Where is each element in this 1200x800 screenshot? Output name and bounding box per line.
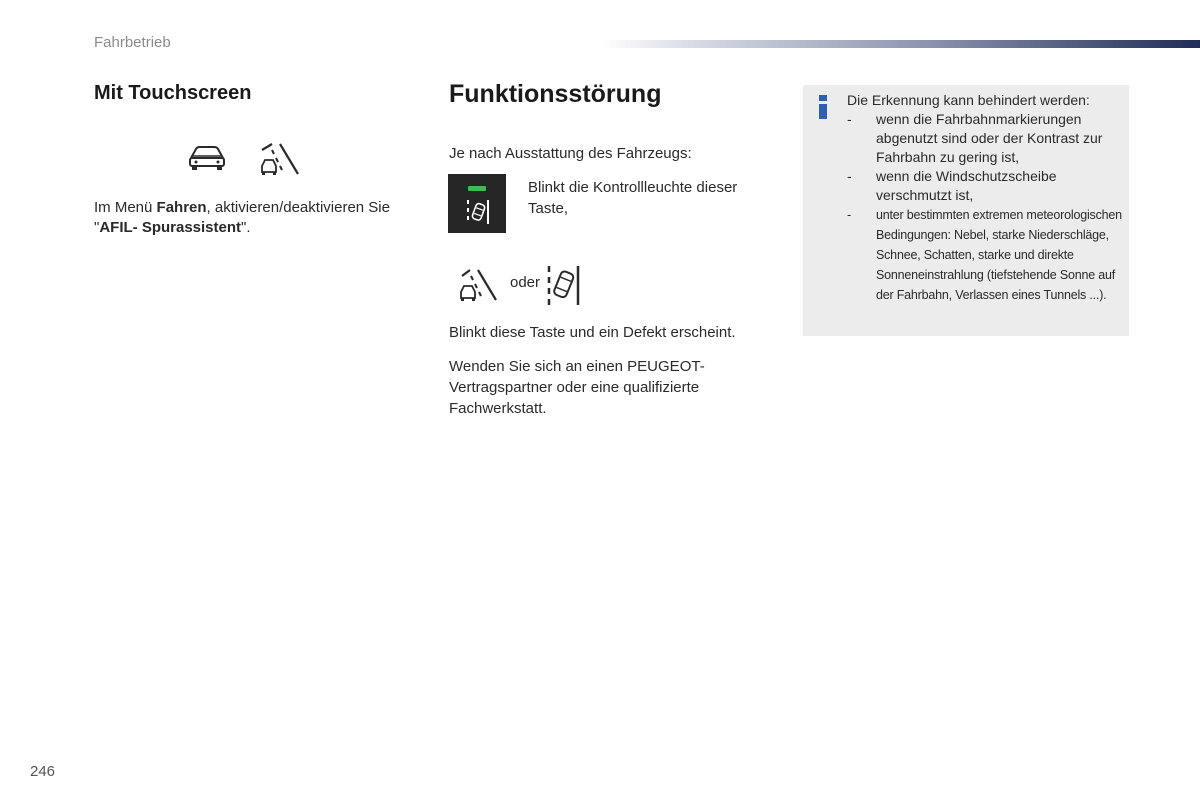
list-dash: - bbox=[847, 208, 851, 222]
list-item: - unter bestimmten extremen meteorologischen Bedingungen: Nebel, starke Niederschläge, Schnee, Schatten, starke und direkte Sonneneinstrahlung (tiefstehende Sonne auf der Fahrbahn, Verlassen eines Tunnels ...). bbox=[847, 205, 1125, 305]
touchscreen-heading: Mit Touchscreen bbox=[94, 82, 252, 104]
malfunction-heading: Funktionsstörung bbox=[449, 80, 662, 108]
lane-departure-icon bbox=[258, 142, 302, 181]
lane-keep-icon bbox=[466, 198, 490, 226]
lane-keep-icon bbox=[546, 263, 582, 312]
list-dash: - bbox=[847, 111, 852, 127]
contact-dealer-text: Wenden Sie sich an einen PEUGEOT-Vertragspartner oder eine qualifizierte Fachwerkstatt. bbox=[449, 358, 705, 417]
page-number: 246 bbox=[30, 763, 56, 780]
lane-assist-button[interactable] bbox=[448, 174, 506, 233]
lane-departure-icon bbox=[458, 268, 498, 307]
led-blink-text: Blinkt die Kontrollleuchte dieser Taste, bbox=[528, 179, 738, 217]
or-text: oder bbox=[510, 274, 541, 291]
list-item: - wenn die Fahrbahnmarkierungen abgenutzt sind oder der Kontrast zur Fahrbahn zu gering ist, bbox=[847, 111, 1103, 165]
info-icon bbox=[817, 95, 829, 119]
car-front-icon bbox=[188, 144, 226, 177]
menu-instruction: Im Menü Fahren, aktivieren/deaktivieren Sie "AFIL- Spurassistent". bbox=[94, 199, 390, 236]
warning-led bbox=[468, 186, 486, 191]
button-blink-text: Blinkt diese Taste und ein Defekt erscheint. bbox=[449, 324, 736, 341]
info-intro: Die Erkennung kann behindert werden: bbox=[847, 92, 1090, 108]
list-dash: - bbox=[847, 168, 852, 184]
header-gradient-bar bbox=[600, 40, 1200, 48]
equipment-note: Je nach Ausstattung des Fahrzeugs: bbox=[449, 145, 692, 162]
list-item: - wenn die Windschutzscheibe verschmutzt ist, bbox=[847, 168, 1057, 203]
info-box bbox=[803, 85, 1129, 336]
section-label: Fahrbetrieb bbox=[94, 34, 171, 51]
